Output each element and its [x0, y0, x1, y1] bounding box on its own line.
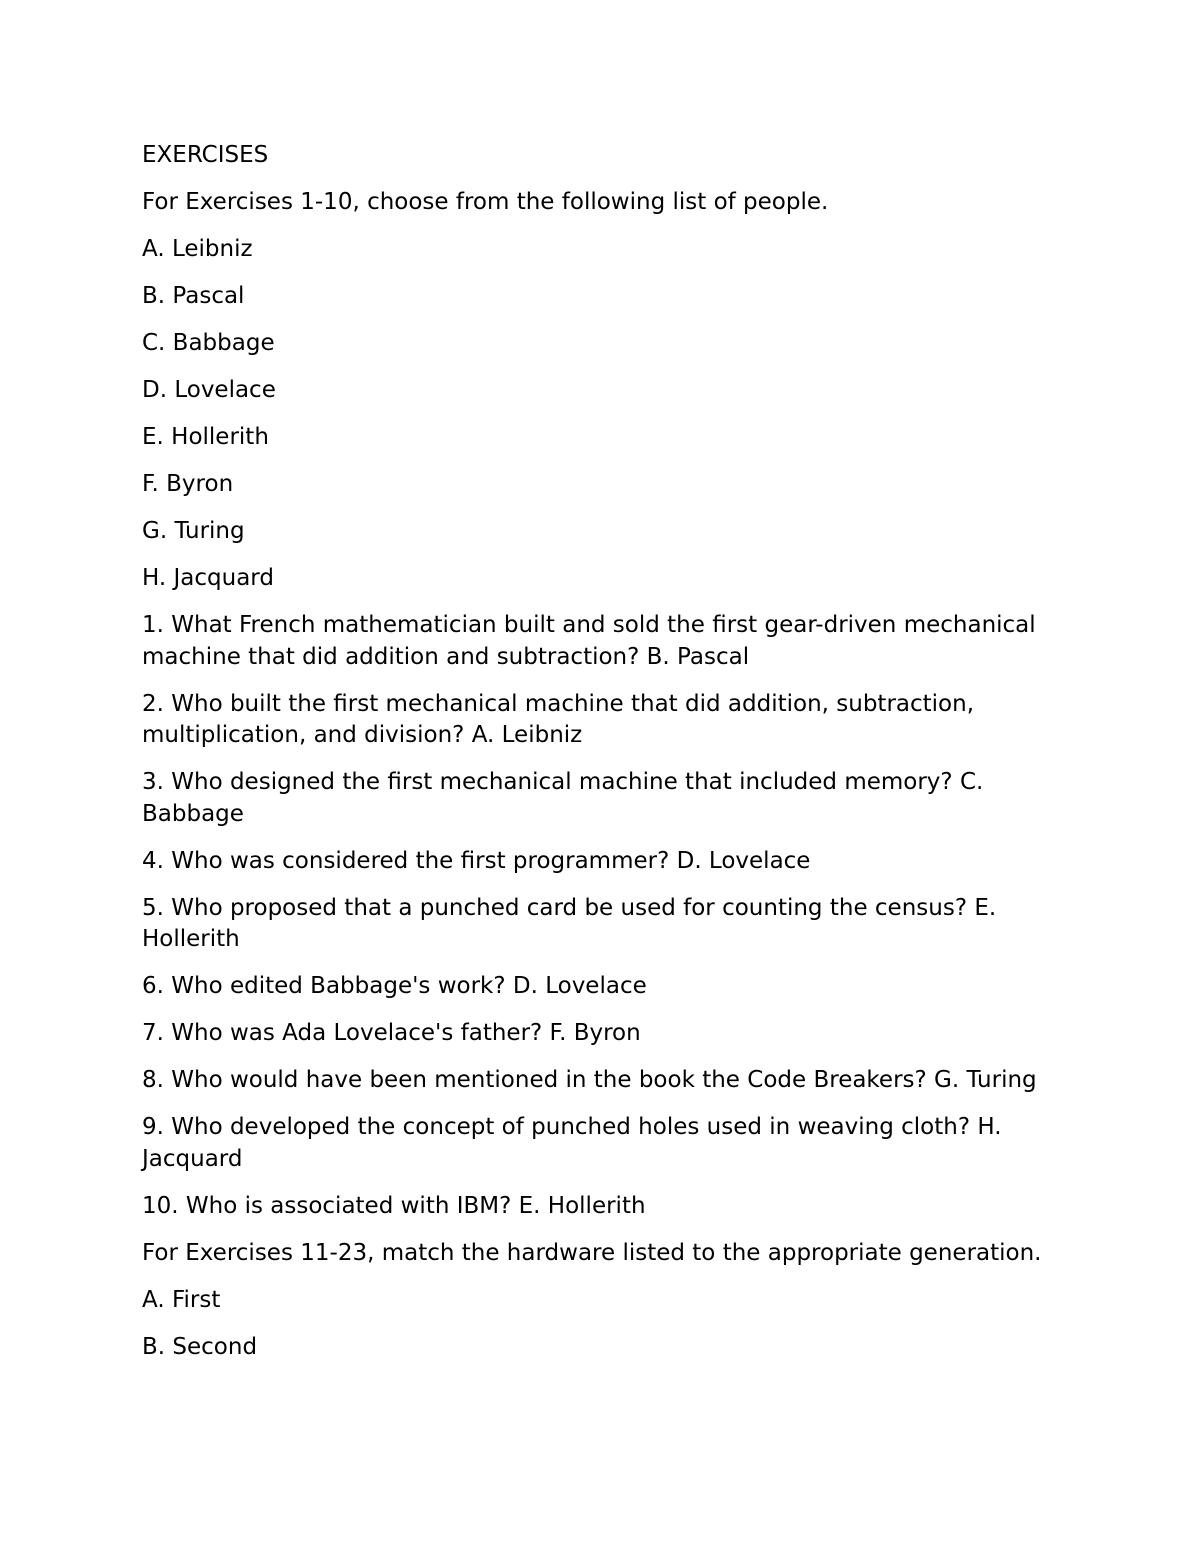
question-7: 7. Who was Ada Lovelace's father? F. Byron	[142, 1020, 641, 1046]
generation-option-second: B. Second	[142, 1333, 258, 1360]
question-2: 2. Who built the first mechanical machine that did addition, subtraction, multiplication, and division? A. Leibniz	[142, 690, 975, 748]
question-6: 6. Who edited Babbage's work? D. Lovelace	[142, 973, 647, 999]
question-9: 9. Who developed the concept of punched holes used in weaving cloth? H. Jacquard	[142, 1114, 1002, 1172]
people-option-hollerith: E. Hollerith	[142, 424, 269, 450]
question-1: 1. What French mathematician built and sold the first gear-driven mechanical machine that did addition and subtraction? B. Pascal	[142, 612, 1036, 670]
hardware-instructions: For Exercises 11-23, match the hardware listed to the appropriate generation.	[142, 1239, 1042, 1266]
people-option-pascal: B. Pascal	[142, 283, 245, 309]
people-option-byron: F. Byron	[142, 471, 234, 497]
people-option-leibniz: A. Leibniz	[142, 236, 253, 262]
people-option-turing: G. Turing	[142, 518, 245, 544]
people-option-lovelace: D. Lovelace	[142, 377, 276, 403]
question-3: 3. Who designed the first mechanical machine that included memory? C. Babbage	[142, 769, 984, 827]
question-5: 5. Who proposed that a punched card be used for counting the census? E. Hollerith	[142, 894, 997, 952]
document-body	[142, 140, 1062, 1379]
exercises-heading: EXERCISES	[142, 142, 269, 168]
question-4: 4. Who was considered the first programmer? D. Lovelace	[142, 847, 811, 874]
people-option-jacquard: H. Jacquard	[142, 565, 274, 591]
people-instructions: For Exercises 1-10, choose from the following list of people.	[142, 189, 829, 215]
people-option-babbage: C. Babbage	[142, 330, 275, 356]
question-10: 10. Who is associated with IBM? E. Hollerith	[142, 1192, 646, 1219]
generation-option-first: A. First	[142, 1286, 221, 1313]
question-8: 8. Who would have been mentioned in the book the Code Breakers? G. Turing	[142, 1067, 1037, 1093]
